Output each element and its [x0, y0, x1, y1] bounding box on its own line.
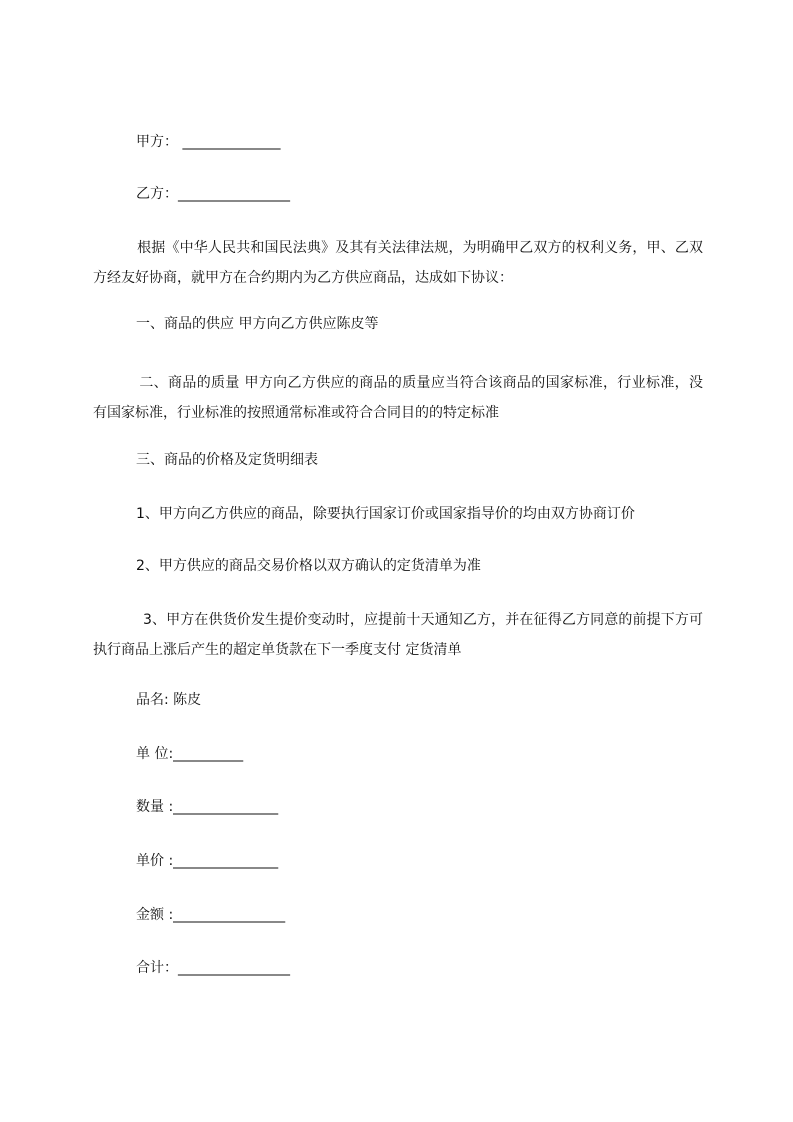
clause-3-paragraph — [93, 605, 703, 665]
section-3-heading: 三、商品的价格及定货明细表 — [136, 452, 318, 468]
clause-1-text: 1、甲方向乙方供应的商品，除要执行国家订价或国家指导价的均由双方协商订价 — [136, 506, 635, 522]
section-2-text: 二、商品的质量 甲方向乙方供应的商品的质量应当符合该商品的国家标准，行业标准，没有国家标准，行业标准的按照通常标准或符合合同目的的特定标准 — [93, 375, 703, 421]
clause-3-text: 3、甲方在供货价发生提价变动时，应提前十天通知乙方，并在征得乙方同意的前提下方可执行商品上涨后产生的超定单货款在下一季度支付 定货清单 — [93, 612, 703, 658]
amount-field: 金额 :________________ — [136, 907, 286, 923]
section-1-heading: 一、商品的供应 甲方向乙方供应陈皮等 — [136, 316, 379, 332]
preamble-text: 根据《中华人民共和国民法典》及其有关法律法规，为明确甲乙双方的权利义务，甲、乙双方经友好协商，就甲方在合约期内为乙方供应商品，达成如下协议： — [93, 240, 703, 286]
unit-price-field: 单价 :_______________ — [136, 853, 279, 869]
quantity-field: 数量 :_______________ — [136, 799, 279, 815]
unit-field: 单 位:__________ — [136, 746, 244, 762]
section-2-paragraph — [93, 368, 703, 428]
product-name-field: 品名: 陈皮 — [136, 692, 202, 708]
clause-2-text: 2、甲方供应的商品交易价格以双方确认的定货清单为准 — [136, 558, 481, 574]
preamble-paragraph — [93, 233, 703, 293]
party-a-line: 甲方： ______________ — [136, 134, 281, 150]
party-b-line: 乙方：________________ — [136, 186, 290, 202]
total-field: 合计：________________ — [136, 960, 290, 976]
